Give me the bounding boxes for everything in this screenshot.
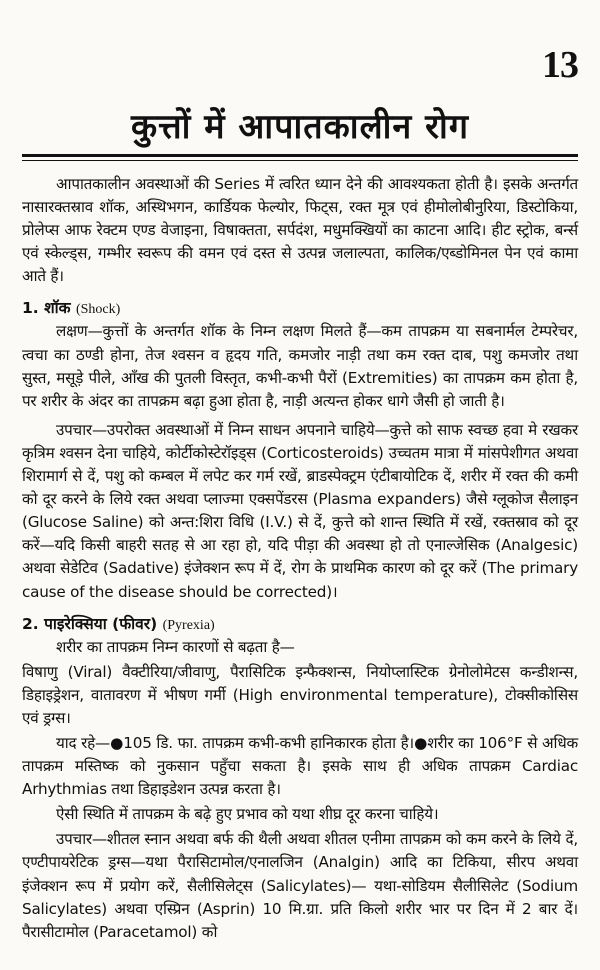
section-pyrexia-heading — [22, 612, 578, 634]
section-pyrexia-title: पाइरेक्सिया (फीवर) — [44, 614, 158, 633]
section-shock-number: 1. — [22, 299, 39, 318]
intro-paragraph: आपातकालीन अवस्थाओं की Series में त्वरित ध्यान देने की आवश्यकता होती है। इसके अन्तर्गत नासारक्तस्राव शॉक, अस्थिभगन, कार्डियक फेल्योर, फिट्स, रक्त मूत्र एवं हीमोलोबीनुरिया, डिस्टोकिया, प्रोलेप्स आफ रेक्टम एण्ड वेजाइना, विषाक्तता, सर्पदंश, मधुमक्खियों का काटना आदि। हीट स्ट्रोक, बर्न्स एवं स्केल्ड्स, गम्भीर स्वरूप की वमन एवं दस्त से उत्पन्न जलाल्पता, कालिक/एब्डोमिनल पेन एवं कामा आते हैं। — [22, 175, 578, 286]
section-pyrexia-title-english: (Pyrexia) — [162, 617, 215, 633]
section-pyrexia — [22, 612, 578, 944]
page-number: 13 — [542, 44, 578, 86]
section-pyrexia-advice: ऐसी स्थिति में तापक्रम के बढ़े हुए प्रभाव को यथा शीघ्र दूर करना चाहिये। — [56, 805, 439, 824]
section-shock-heading — [22, 296, 578, 318]
section-shock-title: शॉक — [44, 299, 71, 318]
section-pyrexia-treatment: उपचार—शीतल स्नान अथवा बर्फ की थैली अथवा शीतल एनीमा तापक्रम को कम करने के लिये दें, एण्टीपायरेटिक ड्रग्स—यथा पैरासिटामोल/एनालजिन (Analgin) आदि का टिकिया, सीरप अथवा इंजेक्शन रूप में प्रयोग करें, सैलीसिलेट्स (Salicylates)— यथा-सोडियम सैलीसिलेट (Sodium Salicylates) अथवा एस्प्रिन (Asprin) 10 मि.ग्रा. प्रति किलो शरीर भार पर दिन में 2 बार दें। पैरासीटामोल (Paracetamol) को — [22, 830, 578, 941]
section-shock-symptoms: लक्षण—कुत्तों के अन्तर्गत शॉक के निम्न लक्षण मिलते हैं—कम तापक्रम या सबनार्मल टेम्परेचर, त्वचा का ठण्डी होना, तेज श्वसन व हृदय गति, कमजोर नाड़ी तथा कम रक्त दाब, पशु कमजोर तथा सुस्त, मसूड़े पीले, आँख की पुतली विस्तृत, कभी-कभी पैरों (Extremities) का तापक्रम कम होता है, पर शरीर के अंदर का तापक्रम बढ़ा हुआ होता है, नाड़ी अत्यन्त होकर धागे जैसी हो जाती है। — [22, 322, 578, 410]
section-pyrexia-causes-list: विषाणु (Viral) वैक्टीरिया/जीवाणु, पैरासिटिक इन्फैक्शन्स, नियोप्लास्टिक ग्रेनोलोमेटस कन्डीशन्स, डिहाइड्रेशन, वातावरण में भीषण गर्मी (High environmental temperature), टोक्सीकोसिस एवं ड्रग्स। — [22, 662, 578, 727]
title-divider — [22, 154, 578, 161]
page-title: कुत्तों में आपातकालीन रोग — [130, 107, 469, 147]
section-shock-treatment: उपचार—उपरोक्त अवस्थाओं में निम्न साधन अपनाने चाहिये—कुत्ते को साफ स्वच्छ हवा मे रखकर कृत्रिम श्वसन देना चाहिये, कोर्टीकोस्टेरॉइड्स (Corticosteroids) उच्चतम मात्रा में मांसपेशीगत अथवा शिरामार्ग से दें, पशु को कम्बल में लपेट कर गर्म रखें, ब्राडस्पेक्ट्रम एंटीबायोटिक दें, शरीर में रक्त की कमी को दूर करने के लिये रक्त अथवा प्लाज्मा एक्सपेंडरस (Plasma expanders) जैसे ग्लूकोज सैलाइन (Glucose Saline) को अन्त:शिरा विधि (I.V.) से दें, कुत्ते को शान्त स्थिति में रखें, रक्तस्राव को दूर करें—यदि किसी बाहरी सतह से आ रहा हो, यदि पीड़ा की अवस्था हो तो एनाल्जेसिक (Analgesic) अथवा सेडेटिव (Sadative) इंजेक्शन रूप में दें, रोग के प्राथमिक कारण को दूर करें (The primary cause of the disease should be corrected)। — [22, 420, 578, 601]
section-pyrexia-causes-intro: शरीर का तापक्रम निम्न कारणों से बढ़ता है— — [56, 637, 295, 656]
section-pyrexia-note: याद रहे—●105 डि. फा. तापक्रम कभी-कभी हानिकारक होता है।●शरीर का 106°F से अधिक तापक्रम मस्तिष्क को नुकसान पहुँचा सकता है। इसके साथ ही अधिक तापक्रम Cardiac Arhythmias तथा डिहाइडेशन उत्पन्न करता है। — [22, 733, 578, 799]
section-pyrexia-number: 2. — [22, 614, 39, 633]
section-shock-title-english: (Shock) — [75, 302, 121, 318]
section-shock — [22, 296, 578, 603]
